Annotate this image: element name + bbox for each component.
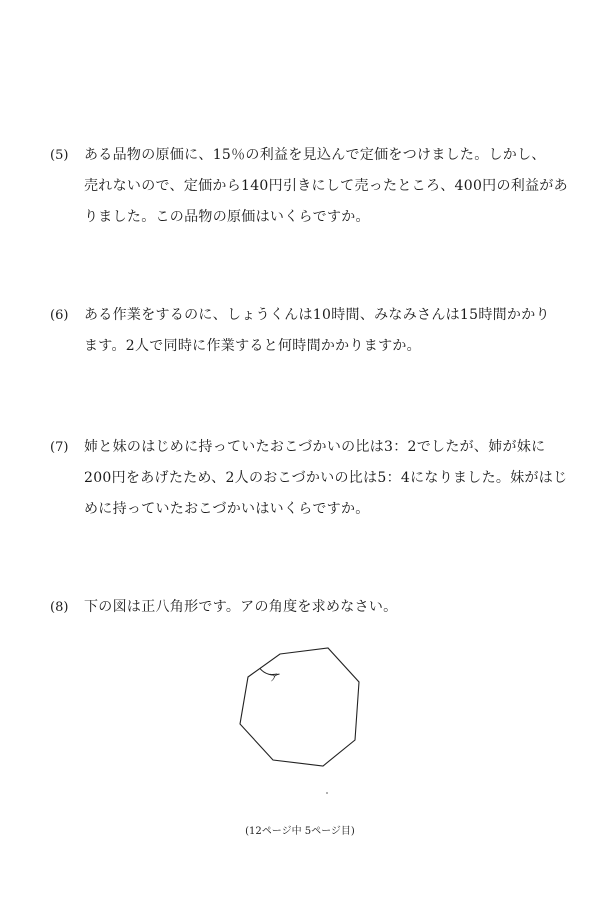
page-info: (12ページ中 5ページ目) — [245, 826, 355, 837]
problem-line: 下の図は正八角形です。アの角度を求めなさい。 — [84, 599, 398, 615]
problem-text — [84, 432, 570, 525]
angle-label: ア — [269, 673, 279, 684]
problem-line: りました。この品物の原価はいくらですか。 — [84, 209, 370, 225]
octagon-shape — [240, 648, 359, 766]
problem-line: 売れないので、定価から140円引きにして売ったところ、400円の利益があ — [84, 178, 568, 194]
problem-line: ある品物の原価に、15％の利益を見込んで定価をつけました。しかし、 — [84, 147, 546, 163]
problem-text — [84, 592, 570, 623]
problem-number: (7) — [50, 440, 69, 455]
problem-line: ある作業をするのに、しょうくんは10時間、みなみさんは15時間かかり — [84, 307, 550, 323]
problem-line: 200円をあげたため、2人のおこづかいの比は5：4になりました。妹がはじ — [84, 470, 568, 486]
stray-mark — [326, 792, 328, 794]
problem-number: (6) — [50, 308, 69, 323]
problem-text — [84, 300, 570, 362]
octagon-diagram — [225, 640, 375, 770]
octagon-figure — [225, 640, 375, 770]
problem-line: ます。2人で同時に作業すると何時間かかりますか。 — [84, 338, 421, 354]
problem-5 — [50, 140, 570, 233]
page-footer — [0, 822, 600, 837]
problem-8 — [50, 592, 570, 623]
problem-text — [84, 140, 570, 233]
problem-number: (8) — [50, 600, 69, 615]
problem-6 — [50, 300, 570, 362]
problem-number: (5) — [50, 148, 69, 163]
problem-line: めに持っていたおこづかいはいくらですか。 — [84, 501, 370, 517]
problem-line: 姉と妹のはじめに持っていたおこづかいの比は3：2でしたが、姉が妹に — [84, 439, 546, 455]
problem-7 — [50, 432, 570, 525]
